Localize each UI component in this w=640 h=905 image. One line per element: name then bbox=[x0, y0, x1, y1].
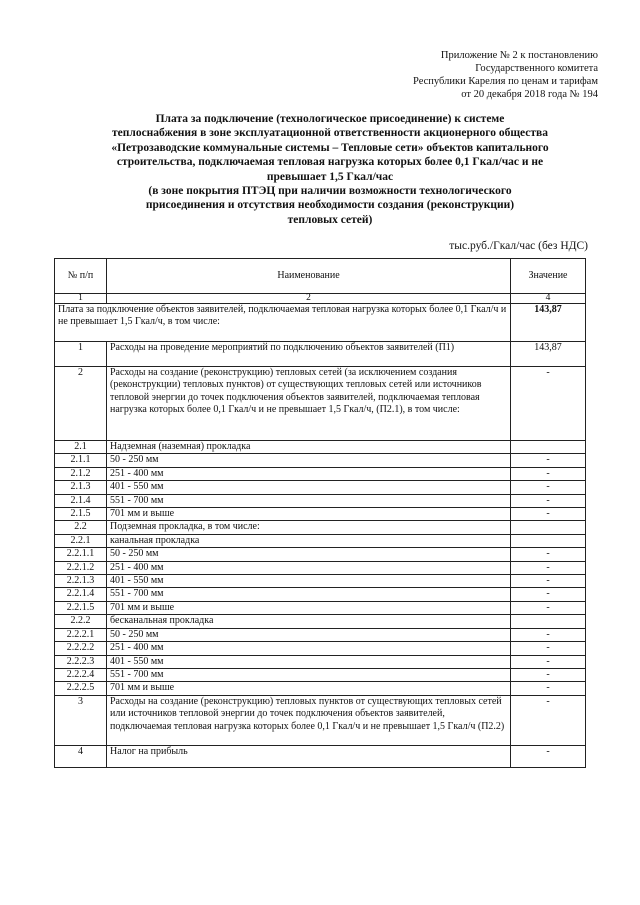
table-row bbox=[55, 342, 586, 367]
row-num: 2.1.2 bbox=[55, 467, 107, 480]
row-name: 551 - 700 мм bbox=[107, 588, 511, 601]
table-row bbox=[55, 655, 586, 668]
appendix-line: Приложение № 2 к постановлению bbox=[440, 50, 598, 61]
table-row bbox=[55, 575, 586, 588]
row-value: - bbox=[511, 508, 586, 521]
row-name: 551 - 700 мм bbox=[107, 494, 511, 507]
row-name: Расходы на создание (реконструкцию) тепловых сетей (за исключением создания (реконструкции) тепловых пунктов) от существующих тепловых сетей или источников тепловой энергии до точек подключения объектов заявителей, подключаемая тепловая нагрузка которых более 0,1 Гкал/ч и не превышает 1,5 Гкал/ч, (П2.1), в том числе: bbox=[107, 367, 511, 441]
row-num: 2.2.1.1 bbox=[55, 548, 107, 561]
row-value: - bbox=[511, 561, 586, 574]
total-row bbox=[55, 304, 586, 342]
row-value: - bbox=[511, 655, 586, 668]
row-name: 401 - 550 мм bbox=[107, 655, 511, 668]
row-value: - bbox=[511, 481, 586, 494]
row-num: 1 bbox=[55, 342, 107, 367]
document-title bbox=[70, 112, 590, 227]
title-line: теплоснабжения в зоне эксплуатационной ответственности акционерного общества bbox=[111, 127, 549, 140]
row-value: - bbox=[511, 548, 586, 561]
row-value: - bbox=[511, 668, 586, 681]
index-num: 1 bbox=[55, 294, 107, 304]
row-name: Расходы на проведение мероприятий по подключению объектов заявителей (П1) bbox=[107, 342, 511, 367]
index-value: 4 bbox=[511, 294, 586, 304]
row-name: 401 - 550 мм bbox=[107, 481, 511, 494]
table-row bbox=[55, 615, 586, 628]
row-num: 2 bbox=[55, 367, 107, 441]
row-num: 2.2.1.4 bbox=[55, 588, 107, 601]
row-value: - bbox=[511, 575, 586, 588]
row-value: - bbox=[511, 367, 586, 441]
row-num: 2.2.2.5 bbox=[55, 682, 107, 695]
row-name: 251 - 400 мм bbox=[107, 561, 511, 574]
title-line: присоединения и отсутствия необходимости создания (реконструкции) bbox=[145, 199, 515, 212]
row-num: 2.2.1 bbox=[55, 534, 107, 547]
table-row bbox=[55, 642, 586, 655]
title-line: тепловых сетей) bbox=[287, 213, 373, 226]
row-name: Подземная прокладка, в том числе: bbox=[107, 521, 511, 534]
table-row bbox=[55, 695, 586, 745]
row-value bbox=[511, 441, 586, 454]
total-name: Плата за подключение объектов заявителей, подключаемая тепловая нагрузка которых более 0,1 Гкал/ч и не превышает 1,5 Гкал/ч, в том числе: bbox=[55, 304, 511, 342]
appendix-line: Государственного комитета bbox=[475, 63, 598, 74]
row-name: Расходы на создание (реконструкцию) тепловых пунктов от существующих тепловых сетей или источников тепловой энергии до точек подключения объектов заявителей, подключаемая тепловая нагрузка которых более 0,1 Гкал/ч и не превышает 1,5 Гкал/ч (П2.2) bbox=[107, 695, 511, 745]
units-label: тыс.руб./Гкал/час (без НДС) bbox=[449, 240, 588, 252]
appendix-header bbox=[338, 49, 598, 101]
row-value: 143,87 bbox=[511, 342, 586, 367]
row-name: бесканальная прокладка bbox=[107, 615, 511, 628]
row-num: 2.2 bbox=[55, 521, 107, 534]
table-row bbox=[55, 534, 586, 547]
title-line: превышает 1,5 Гкал/час bbox=[266, 170, 394, 183]
table-row bbox=[55, 494, 586, 507]
table-row bbox=[55, 588, 586, 601]
row-name: 50 - 250 мм bbox=[107, 548, 511, 561]
title-line: (в зоне покрытия ПТЭЦ при наличии возможности технологического bbox=[148, 185, 512, 198]
row-name: 251 - 400 мм bbox=[107, 467, 511, 480]
table-index-row bbox=[55, 294, 586, 304]
row-value: - bbox=[511, 642, 586, 655]
title-line: строительства, подключаемая тепловая нагрузка которых более 0,1 Гкал/час и не bbox=[116, 156, 544, 169]
header-name: Наименование bbox=[107, 259, 511, 294]
row-name: 701 мм и выше bbox=[107, 601, 511, 614]
table-row bbox=[55, 521, 586, 534]
row-num: 2.2.2 bbox=[55, 615, 107, 628]
row-name: 50 - 250 мм bbox=[107, 454, 511, 467]
row-value: - bbox=[511, 628, 586, 641]
row-value: - bbox=[511, 494, 586, 507]
row-name: 701 мм и выше bbox=[107, 508, 511, 521]
row-num: 2.1.4 bbox=[55, 494, 107, 507]
header-num: № п/п bbox=[55, 259, 107, 294]
table-row bbox=[55, 745, 586, 767]
table-row bbox=[55, 628, 586, 641]
row-value bbox=[511, 521, 586, 534]
row-value: - bbox=[511, 745, 586, 767]
table-row bbox=[55, 467, 586, 480]
row-num: 2.2.2.4 bbox=[55, 668, 107, 681]
appendix-line: Республики Карелия по ценам и тарифам bbox=[413, 76, 598, 87]
row-num: 2.2.2.1 bbox=[55, 628, 107, 641]
row-name: 50 - 250 мм bbox=[107, 628, 511, 641]
table-row bbox=[55, 668, 586, 681]
row-num: 3 bbox=[55, 695, 107, 745]
row-num: 2.1.5 bbox=[55, 508, 107, 521]
total-value: 143,87 bbox=[511, 304, 586, 342]
row-num: 2.2.2.2 bbox=[55, 642, 107, 655]
title-line: Плата за подключение (технологическое присоединение) к системе bbox=[155, 113, 505, 125]
row-value bbox=[511, 534, 586, 547]
row-num: 2.1 bbox=[55, 441, 107, 454]
row-num: 2.2.1.5 bbox=[55, 601, 107, 614]
table-row bbox=[55, 441, 586, 454]
row-name: 401 - 550 мм bbox=[107, 575, 511, 588]
row-num: 2.1.1 bbox=[55, 454, 107, 467]
row-name: 551 - 700 мм bbox=[107, 668, 511, 681]
row-num: 2.2.2.3 bbox=[55, 655, 107, 668]
row-num: 2.1.3 bbox=[55, 481, 107, 494]
table-row bbox=[55, 548, 586, 561]
row-value: - bbox=[511, 454, 586, 467]
tariff-table bbox=[54, 258, 586, 768]
row-name: 701 мм и выше bbox=[107, 682, 511, 695]
row-name: 251 - 400 мм bbox=[107, 642, 511, 655]
table-header-row bbox=[55, 259, 586, 294]
row-num: 2.2.1.3 bbox=[55, 575, 107, 588]
row-num: 4 bbox=[55, 745, 107, 767]
row-value: - bbox=[511, 682, 586, 695]
row-value: - bbox=[511, 588, 586, 601]
table-row bbox=[55, 481, 586, 494]
appendix-line: от 20 декабря 2018 года № 194 bbox=[461, 89, 598, 100]
table-row bbox=[55, 367, 586, 441]
row-value: - bbox=[511, 601, 586, 614]
row-name: Надземная (наземная) прокладка bbox=[107, 441, 511, 454]
table-row bbox=[55, 561, 586, 574]
row-value: - bbox=[511, 467, 586, 480]
row-value bbox=[511, 615, 586, 628]
header-value: Значение bbox=[511, 259, 586, 294]
table-row bbox=[55, 454, 586, 467]
row-name: канальная прокладка bbox=[107, 534, 511, 547]
row-value: - bbox=[511, 695, 586, 745]
table-row bbox=[55, 682, 586, 695]
title-line: «Петрозаводские коммунальные системы – Тепловые сети» объектов капитального bbox=[111, 141, 549, 154]
index-name: 2 bbox=[107, 294, 511, 304]
table-row bbox=[55, 508, 586, 521]
table-row bbox=[55, 601, 586, 614]
row-num: 2.2.1.2 bbox=[55, 561, 107, 574]
row-name: Налог на прибыль bbox=[107, 745, 511, 767]
